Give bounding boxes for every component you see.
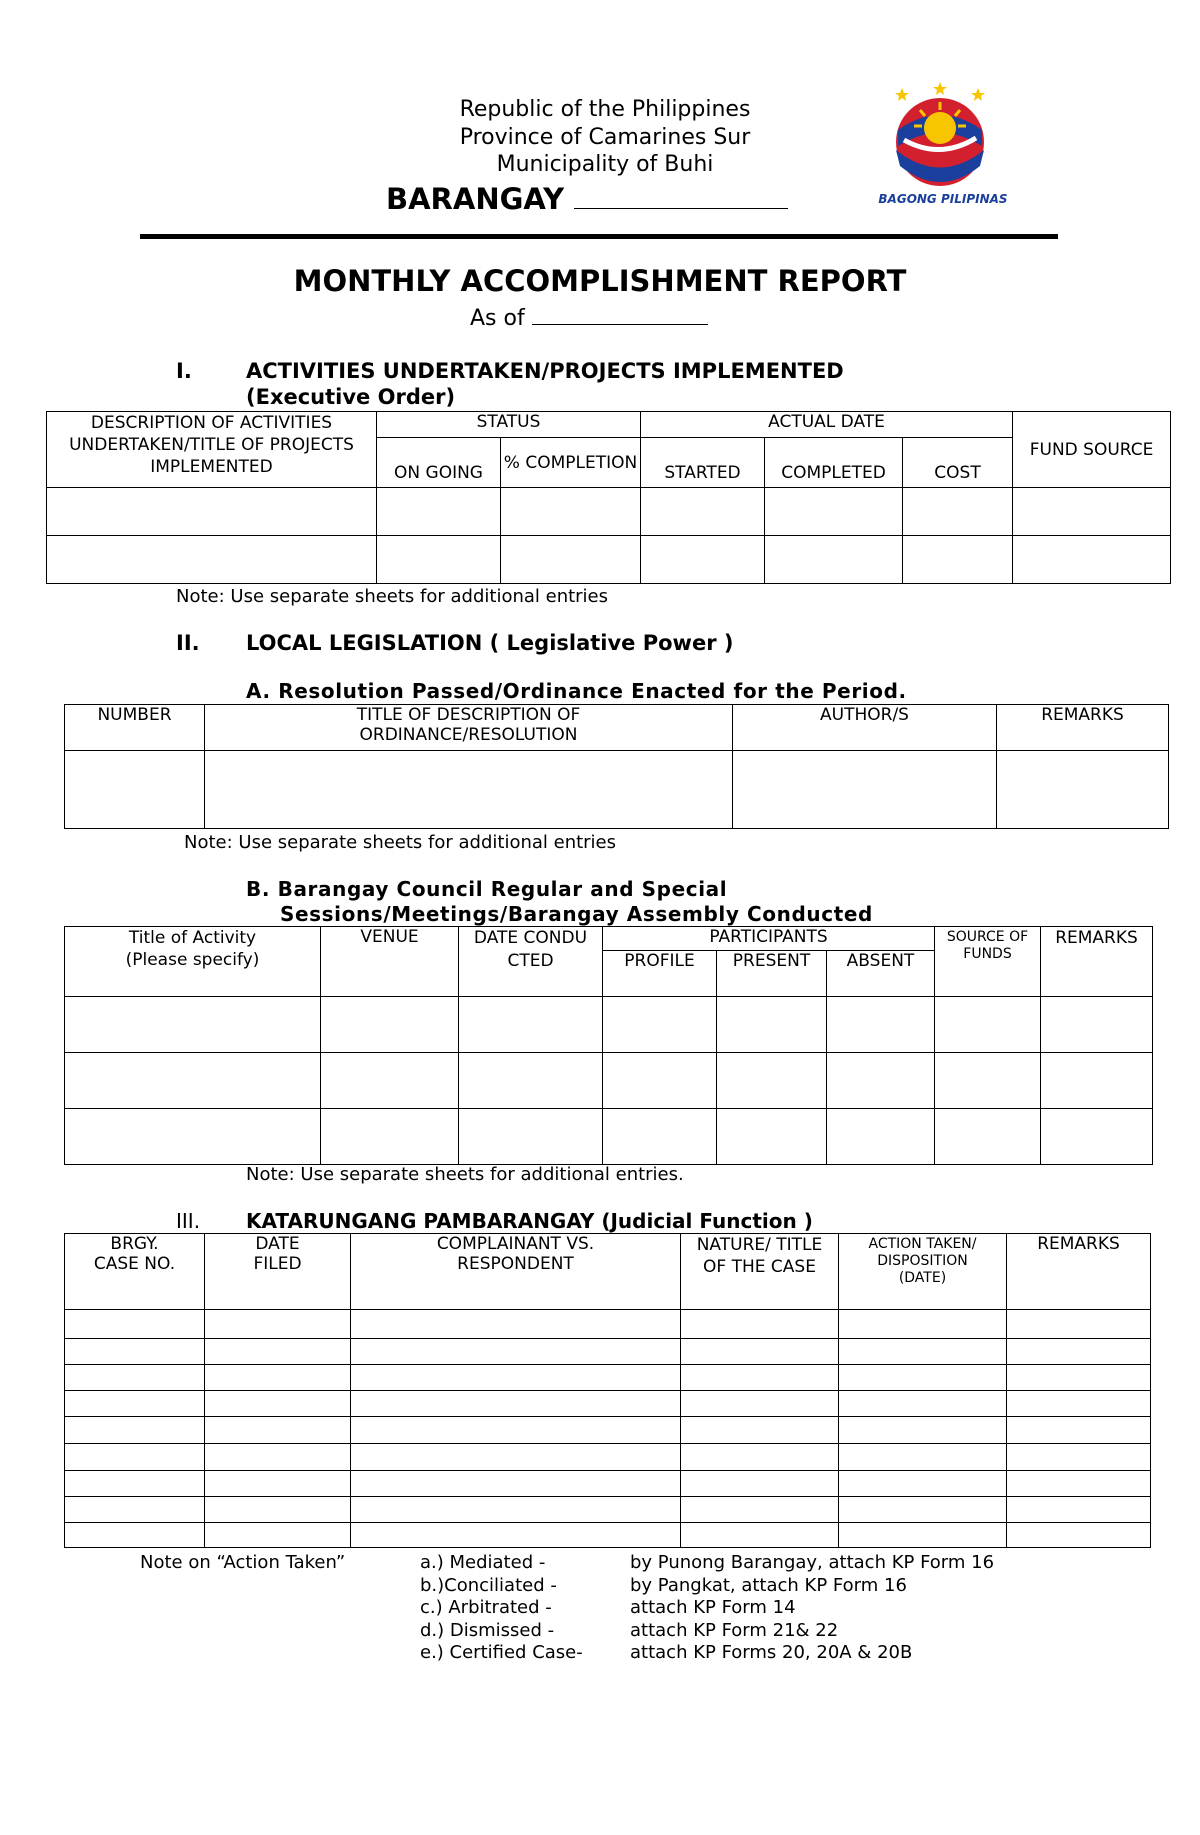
table-cell[interactable] (1041, 1053, 1153, 1109)
table-cell[interactable] (205, 1444, 351, 1471)
action-item-label: b.)Conciliated - (420, 1574, 557, 1596)
table-cell[interactable] (65, 1365, 205, 1391)
table-cell[interactable] (717, 1053, 827, 1109)
table-row (65, 1109, 1153, 1165)
col-activity-title-header: Title of Activity (Please specify) (65, 927, 321, 997)
table-cell[interactable] (839, 1471, 1007, 1497)
table-cell[interactable] (459, 1109, 603, 1165)
action-item-label: d.) Dismissed - (420, 1619, 555, 1641)
table-cell[interactable] (603, 1109, 717, 1165)
table-row (65, 1497, 1151, 1523)
col-remarks-header: REMARKS (1041, 927, 1153, 997)
section-2b-title-line1: B. Barangay Council Regular and Special (246, 877, 728, 901)
table-cell[interactable] (839, 1523, 1007, 1548)
report-title: MONTHLY ACCOMPLISHMENT REPORT (293, 264, 907, 298)
action-item (420, 1575, 1120, 1598)
action-item (420, 1597, 1120, 1620)
col-date-filed-header: DATE FILED (205, 1234, 351, 1310)
table-cell[interactable] (681, 1339, 839, 1365)
col-number-header: NUMBER (65, 705, 205, 751)
table-cell[interactable] (205, 1497, 351, 1523)
action-item-desc: attach KP Form 14 (630, 1597, 796, 1618)
table-cell[interactable] (205, 1365, 351, 1391)
table-cell[interactable] (935, 1109, 1041, 1165)
table-row (65, 1444, 1151, 1471)
resolutions-table (64, 704, 1169, 829)
section-1-number: I. (176, 359, 192, 383)
table-row (65, 1053, 1153, 1109)
table-cell[interactable] (65, 1053, 321, 1109)
col-authors-header: AUTHOR/S (733, 705, 997, 751)
table-cell[interactable] (1007, 1523, 1151, 1548)
table-cell[interactable] (681, 1365, 839, 1391)
bagong-pilipinas-emblem-icon (868, 80, 1018, 210)
table-cell[interactable] (501, 536, 641, 584)
section-2-number: II. (176, 631, 200, 655)
col-nature-header: NATURE/ TITLE OF THE CASE (681, 1234, 839, 1310)
col-fund-source-header: FUND SOURCE (1013, 412, 1171, 488)
table-cell[interactable] (1007, 1339, 1151, 1365)
table-cell[interactable] (47, 488, 377, 536)
col-description-header: DESCRIPTION OF ACTIVITIES UNDERTAKEN/TITLE OF PROJECTS IMPLEMENTED (47, 412, 377, 488)
table-cell[interactable] (935, 1053, 1041, 1109)
action-item (420, 1642, 1120, 1665)
barangay-label: BARANGAY (386, 182, 565, 216)
table-cell[interactable] (839, 1365, 1007, 1391)
table-row (65, 1339, 1151, 1365)
activities-table (46, 411, 1171, 584)
section-3-title: KATARUNGANG PAMBARANGAY (Judicial Function ) (246, 1209, 813, 1233)
table-cell[interactable] (681, 1497, 839, 1523)
section-2a-note: Note: Use separate sheets for additional entries (184, 832, 617, 853)
col-ongoing-header: ON GOING (377, 438, 501, 488)
cases-table (64, 1233, 1151, 1548)
table-cell[interactable] (827, 1053, 935, 1109)
table-cell[interactable] (65, 997, 321, 1053)
table-cell[interactable] (377, 488, 501, 536)
col-title-header: TITLE OF DESCRIPTION OF ORDINANCE/RESOLUTION (205, 705, 733, 751)
table-cell[interactable] (765, 488, 903, 536)
table-cell[interactable] (65, 1310, 205, 1339)
table-cell[interactable] (717, 997, 827, 1053)
table-row (65, 1310, 1151, 1339)
section-3-number: III. (176, 1209, 201, 1233)
header-line-municipality: Municipality of Buhi (496, 152, 714, 177)
table-cell[interactable] (459, 1053, 603, 1109)
table-cell[interactable] (603, 1053, 717, 1109)
table-row (65, 1523, 1151, 1548)
table-cell[interactable] (839, 1444, 1007, 1471)
col-case-no-header: BRGY. CASE NO. (65, 1234, 205, 1310)
table-cell[interactable] (681, 1471, 839, 1497)
table-cell[interactable] (351, 1339, 681, 1365)
table-cell[interactable] (1007, 1471, 1151, 1497)
table-cell[interactable] (351, 1471, 681, 1497)
table-row (65, 1471, 1151, 1497)
table-cell[interactable] (205, 751, 733, 829)
table-cell[interactable] (65, 1523, 205, 1548)
table-cell[interactable] (205, 1339, 351, 1365)
header-line-republic: Republic of the Philippines (459, 97, 751, 122)
as-of-date-blank[interactable] (532, 302, 708, 325)
table-cell[interactable] (205, 1471, 351, 1497)
as-of-line (470, 302, 708, 333)
section-2b-title-line2: Sessions/Meetings/Barangay Assembly Conducted (280, 902, 873, 926)
table-cell[interactable] (65, 1339, 205, 1365)
action-item-desc: by Punong Barangay, attach KP Form 16 (630, 1552, 995, 1573)
table-cell[interactable] (1013, 536, 1171, 584)
table-cell[interactable] (935, 997, 1041, 1053)
action-item-desc: attach KP Forms 20, 20A & 20B (630, 1642, 913, 1663)
col-actual-date-header: ACTUAL DATE (641, 412, 1013, 438)
action-item-label: a.) Mediated - (420, 1552, 546, 1573)
action-item-label: c.) Arbitrated - (420, 1597, 552, 1618)
header-line-province: Province of Camarines Sur (459, 125, 751, 150)
table-row (65, 751, 1169, 829)
table-cell[interactable] (351, 1391, 681, 1417)
col-complainant-header: COMPLAINANT VS. RESPONDENT (351, 1234, 681, 1310)
action-item-desc: attach KP Form 21& 22 (630, 1619, 839, 1641)
table-cell[interactable] (351, 1365, 681, 1391)
col-date-conducted-header: DATE CONDUCTED (459, 927, 603, 997)
table-cell[interactable] (65, 1109, 321, 1165)
table-row (65, 997, 1153, 1053)
table-cell[interactable] (501, 488, 641, 536)
table-cell[interactable] (65, 1391, 205, 1417)
table-cell[interactable] (1013, 488, 1171, 536)
col-cost-header: COST (903, 438, 1013, 488)
table-cell[interactable] (1007, 1497, 1151, 1523)
table-cell[interactable] (1007, 1417, 1151, 1444)
table-cell[interactable] (1007, 1391, 1151, 1417)
table-cell[interactable] (205, 1523, 351, 1548)
col-absent-header: ABSENT (827, 951, 935, 997)
table-cell[interactable] (765, 536, 903, 584)
section-2-title: LOCAL LEGISLATION ( Legislative Power ) (246, 631, 734, 655)
table-cell[interactable] (321, 1109, 459, 1165)
table-row (65, 1365, 1151, 1391)
col-remarks-header: REMARKS (1007, 1234, 1151, 1310)
table-cell[interactable] (681, 1444, 839, 1471)
logo-caption: BAGONG PILIPINAS (878, 192, 1008, 206)
action-item-label: e.) Certified Case- (420, 1642, 583, 1663)
header-divider (140, 234, 1058, 239)
action-taken-note-label: Note on “Action Taken” (140, 1552, 346, 1573)
table-cell[interactable] (681, 1310, 839, 1339)
action-item (420, 1620, 1120, 1643)
table-cell[interactable] (459, 997, 603, 1053)
table-cell[interactable] (603, 997, 717, 1053)
col-remarks-header: REMARKS (997, 705, 1169, 751)
table-cell[interactable] (1007, 1310, 1151, 1339)
col-action-taken-header: ACTION TAKEN/ DISPOSITION (DATE) (839, 1234, 1007, 1310)
table-cell[interactable] (827, 1109, 935, 1165)
table-cell[interactable] (65, 1444, 205, 1471)
section-1-note: Note: Use separate sheets for additional entries (176, 586, 609, 607)
table-cell[interactable] (65, 1497, 205, 1523)
section-1-title: ACTIVITIES UNDERTAKEN/PROJECTS IMPLEMENTED (246, 359, 844, 383)
table-cell[interactable] (641, 488, 765, 536)
table-cell[interactable] (839, 1391, 1007, 1417)
table-cell[interactable] (351, 1417, 681, 1444)
table-cell[interactable] (733, 751, 997, 829)
table-row (47, 536, 1171, 584)
col-status-header: STATUS (377, 412, 641, 438)
table-cell[interactable] (321, 997, 459, 1053)
table-row (65, 1417, 1151, 1444)
action-item-desc: by Pangkat, attach KP Form 16 (630, 1574, 907, 1596)
col-participants-header: PARTICIPANTS (603, 927, 935, 951)
table-cell[interactable] (839, 1497, 1007, 1523)
sessions-table (64, 926, 1153, 1165)
table-cell[interactable] (1041, 1109, 1153, 1165)
action-item (420, 1552, 1120, 1575)
col-started-header: STARTED (641, 438, 765, 488)
col-venue-header: VENUE (321, 927, 459, 997)
table-cell[interactable] (839, 1339, 1007, 1365)
as-of-label: As of (470, 306, 525, 331)
table-cell[interactable] (351, 1310, 681, 1339)
table-cell[interactable] (1007, 1365, 1151, 1391)
table-cell[interactable] (47, 536, 377, 584)
table-cell[interactable] (827, 997, 935, 1053)
section-1-subtitle: (Executive Order) (246, 385, 456, 409)
table-cell[interactable] (321, 1053, 459, 1109)
table-cell[interactable] (65, 751, 205, 829)
col-profile-header: PROFILE (603, 951, 717, 997)
table-row (65, 1391, 1151, 1417)
table-cell[interactable] (1007, 1444, 1151, 1471)
table-cell[interactable] (65, 1471, 205, 1497)
table-cell[interactable] (351, 1497, 681, 1523)
table-cell[interactable] (65, 1417, 205, 1444)
table-cell[interactable] (681, 1391, 839, 1417)
table-cell[interactable] (205, 1391, 351, 1417)
table-cell[interactable] (1041, 997, 1153, 1053)
col-completed-header: COMPLETED (765, 438, 903, 488)
bagong-pilipinas-logo (868, 80, 1018, 210)
action-taken-list (420, 1552, 1120, 1665)
barangay-name-blank[interactable] (574, 180, 788, 209)
table-row (47, 488, 1171, 536)
col-source-of-funds-header: SOURCE OF FUNDS (935, 927, 1041, 997)
table-cell[interactable] (681, 1523, 839, 1548)
table-cell[interactable] (717, 1109, 827, 1165)
col-present-header: PRESENT (717, 951, 827, 997)
table-cell[interactable] (351, 1444, 681, 1471)
table-cell[interactable] (903, 488, 1013, 536)
table-cell[interactable] (903, 536, 1013, 584)
table-cell[interactable] (205, 1417, 351, 1444)
table-cell[interactable] (681, 1417, 839, 1444)
table-cell[interactable] (997, 751, 1169, 829)
col-completion-header: % COMPLETION (501, 438, 641, 488)
barangay-line (386, 180, 788, 216)
table-cell[interactable] (641, 536, 765, 584)
table-cell[interactable] (839, 1310, 1007, 1339)
table-cell[interactable] (351, 1523, 681, 1548)
table-cell[interactable] (839, 1417, 1007, 1444)
section-2a-title: A. Resolution Passed/Ordinance Enacted for the Period. (246, 679, 907, 703)
section-2b-note: Note: Use separate sheets for additional entries. (246, 1164, 684, 1185)
table-cell[interactable] (377, 536, 501, 584)
table-cell[interactable] (205, 1310, 351, 1339)
